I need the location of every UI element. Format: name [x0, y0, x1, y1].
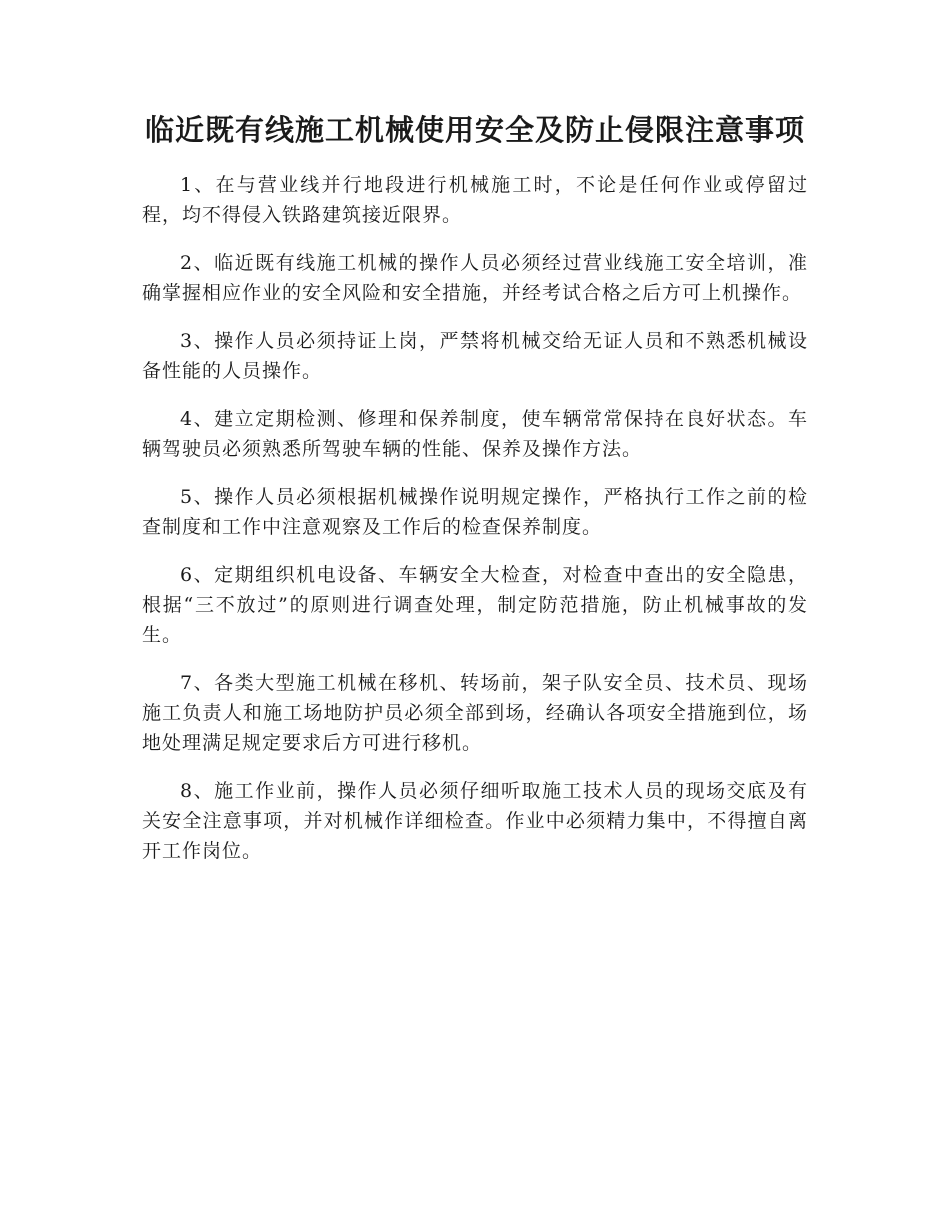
paragraph-1: 1、在与营业线并行地段进行机械施工时，不论是任何作业或停留过程，均不得侵入铁路建筑接近限界。	[142, 174, 808, 226]
paragraph-6: 6、定期组织机电设备、车辆安全大检查，对检查中查出的安全隐患，根据“三不放过”的原则进行调查处理，制定防范措施，防止机械事故的发生。	[142, 564, 808, 646]
paragraph-7: 7、各类大型施工机械在移机、转场前，架子队安全员、技术员、现场施工负责人和施工场地防护员必须全部到场，经确认各项安全措施到位，场地处理满足规定要求后方可进行移机。	[142, 672, 808, 754]
paragraph-3: 3、操作人员必须持证上岗，严禁将机械交给无证人员和不熟悉机械设备性能的人员操作。	[142, 330, 808, 382]
paragraph-4: 4、建立定期检测、修理和保养制度，使车辆常常保持在良好状态。车辆驾驶员必须熟悉所驾驶车辆的性能、保养及操作方法。	[142, 408, 808, 460]
document-title: 临近既有线施工机械使用安全及防止侵限注意事项	[144, 113, 805, 147]
document-body	[142, 170, 808, 866]
paragraph-5: 5、操作人员必须根据机械操作说明规定操作，严格执行工作之前的检查制度和工作中注意观察及工作后的检查保养制度。	[142, 486, 808, 538]
paragraph-8: 8、施工作业前，操作人员必须仔细听取施工技术人员的现场交底及有关安全注意事项，并对机械作详细检查。作业中必须精力集中，不得擅自离开工作岗位。	[142, 780, 808, 862]
paragraph-2: 2、临近既有线施工机械的操作人员必须经过营业线施工安全培训，准确掌握相应作业的安全风险和安全措施，并经考试合格之后方可上机操作。	[142, 252, 808, 304]
